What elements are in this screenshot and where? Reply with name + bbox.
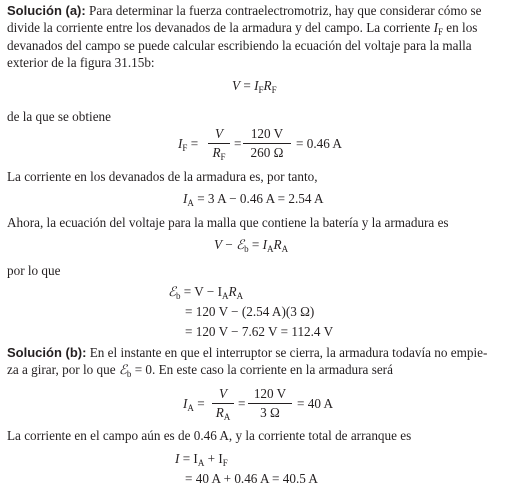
- eq4-equals: =: [251, 237, 260, 252]
- frac3-num: V: [218, 386, 228, 401]
- frac2-bar: [243, 143, 291, 144]
- frac3-bar: [212, 403, 234, 404]
- eq4-i-sub: A: [267, 244, 274, 254]
- current-subscript: F: [437, 27, 443, 38]
- eq1-i-sub: F: [258, 85, 264, 95]
- frac3-den: [212, 405, 234, 421]
- frac1-den: [208, 145, 230, 161]
- eq4-i: I: [262, 237, 268, 252]
- frac2-num: 120 V: [250, 126, 284, 141]
- eq5-l1: = V − I: [183, 284, 223, 299]
- eq1-v: V: [232, 78, 241, 93]
- eq1-r-sub: F: [271, 85, 277, 95]
- eq5-line1: [168, 284, 243, 300]
- solution-a-paragraph: [7, 2, 517, 72]
- eq5-line3: = 120 V − 7.62 V = 112.4 V: [185, 324, 334, 339]
- eq4-r-sub: A: [281, 244, 289, 254]
- text-corriente-campo: La corriente en el campo aún es de 0.46 A, y la corriente total de arranque es: [7, 428, 412, 443]
- solution-a-label: Solución (a):: [7, 3, 86, 18]
- eq4-v: V: [214, 237, 223, 252]
- frac3-den-r: R: [215, 405, 224, 420]
- eq7-plus: + I: [207, 451, 223, 466]
- eq7-l1-sub1: A: [197, 458, 205, 468]
- solution-b-line2b: = 0. En este caso la corriente en la armadura será: [134, 362, 393, 378]
- eq7-l1: = I: [182, 451, 198, 466]
- eq5-emf-symbol: ℰ: [168, 284, 176, 299]
- current-symbol: I: [433, 20, 438, 36]
- text-corriente-armadura: La corriente en los devanados de la armadura es, por tanto,: [7, 169, 318, 184]
- fraction-v-over-rf: [208, 126, 230, 161]
- eq1-r: R: [263, 78, 272, 93]
- eq7-line2: = 40 A + 0.46 A = 40.5 A: [185, 471, 318, 486]
- text-de-la-que: de la que se obtiene: [7, 109, 111, 124]
- frac4-den: 3 Ω: [260, 405, 280, 420]
- eq5-e-sub: b: [176, 291, 181, 301]
- solution-b-emf-symbol: ℰ: [118, 362, 127, 378]
- text-ahora: Ahora, la ecuación del voltaje para la malla que contiene la batería y la armadura es: [7, 215, 449, 230]
- frac2-den: 260 Ω: [250, 145, 284, 160]
- eq7-l1-sub2: F: [222, 458, 228, 468]
- solution-b-line1: En el instante en que el interruptor se cierra, la armadura todavía no empie-: [89, 345, 488, 360]
- frac1-bar: [208, 143, 230, 144]
- eq6-result: = 40 A: [297, 396, 334, 411]
- solution-b-line2a: za a girar, por lo que: [7, 362, 116, 378]
- frac4-num: 120 V: [253, 386, 287, 401]
- frac3-den-sub: A: [223, 412, 231, 422]
- eq2-equals1: =: [190, 136, 199, 151]
- eq2-equals2: =: [234, 136, 242, 151]
- eq5-l1-sub1: A: [222, 291, 229, 301]
- equation-ia: [183, 191, 324, 207]
- emf-symbol: ℰ: [236, 237, 245, 252]
- eq4-r: R: [273, 237, 282, 252]
- fraction-120-over-3: [248, 386, 292, 421]
- eq1-equals: =: [243, 78, 251, 93]
- eq2-lhs: [178, 136, 198, 152]
- eq6-i: I: [183, 396, 188, 411]
- frac1-den-sub: F: [220, 152, 226, 162]
- eq5-line2: = 120 V − (2.54 A)(3 Ω): [185, 304, 315, 319]
- eq1-i: I: [254, 78, 259, 93]
- eq2-i: I: [178, 136, 183, 151]
- eq6-equals2: =: [238, 396, 246, 411]
- solution-b-emf-sub: b: [126, 369, 132, 380]
- solution-a-line2: divide la corriente entre los devanados de la armadura y del campo. La corriente: [7, 20, 431, 36]
- eq7-line1: [175, 451, 228, 467]
- eq5-l1-sub2: A: [236, 291, 244, 301]
- eq6-lhs: [183, 396, 205, 412]
- solution-a-line3: devanados del campo se puede calcular escribiendo la ecuación del voltaje para la malla: [7, 37, 472, 53]
- eq2-result: = 0.46 A: [296, 136, 342, 151]
- frac4-bar: [248, 403, 292, 404]
- eq3-rhs: = 3 A − 0.46 A = 2.54 A: [197, 191, 324, 206]
- frac1-num: V: [214, 126, 224, 141]
- solution-a-line1: Para determinar la fuerza contraelectromotriz, hay que considerar cómo se: [89, 3, 482, 18]
- eq4-minus: −: [225, 237, 233, 252]
- eq5-l1-r: R: [228, 284, 237, 299]
- solution-a-line4: exterior de la figura 31.15b:: [7, 55, 155, 71]
- solution-b-label: Solución (b):: [7, 345, 87, 360]
- eq6-i-sub: A: [187, 403, 194, 413]
- fraction-120-over-260: [243, 126, 291, 161]
- eq3-i: I: [183, 191, 188, 206]
- solution-b-paragraph: [7, 344, 517, 379]
- frac1-den-r: R: [212, 145, 221, 160]
- eq7-i: I: [175, 451, 180, 466]
- eq4-e-sub: b: [244, 244, 249, 254]
- equation-v-ifrf: [232, 78, 277, 94]
- solution-a-line2-end: en los: [446, 20, 478, 36]
- eq6-equals1: =: [197, 396, 205, 411]
- eq2-i-sub: F: [182, 143, 188, 153]
- text-por-lo-que: por lo que: [7, 263, 61, 278]
- equation-v-eb: [214, 237, 288, 253]
- eq3-i-sub: A: [187, 198, 194, 208]
- fraction-v-over-ra: [212, 386, 234, 421]
